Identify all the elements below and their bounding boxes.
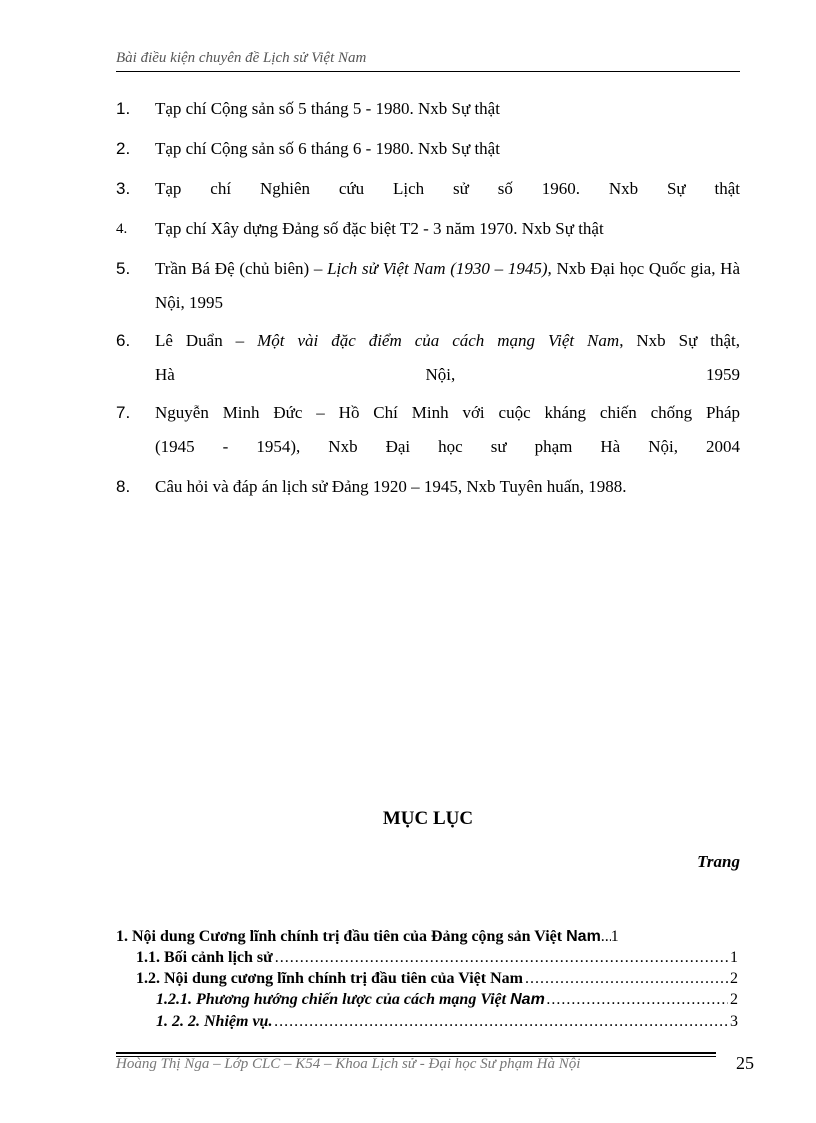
reference-text-line1: Nguyễn Minh Đức – Hồ Chí Minh với cuộc kháng chiến chống Pháp xyxy=(155,403,740,422)
reference-item xyxy=(116,132,740,166)
toc-entry-label: 1.2.1. Phương hướng chiến lược của cách mạng Việt Nam xyxy=(156,991,545,1008)
toc-entry[interactable] xyxy=(116,928,738,946)
toc-entry-page: 3 xyxy=(730,1013,738,1030)
toc-entry[interactable] xyxy=(156,991,738,1009)
toc-title: MỤC LỤC xyxy=(382,808,474,829)
reference-text: Tạp chí Xây dựng Đảng số đặc biệt T2 - 3 năm 1970. Nxb Sự thật xyxy=(155,219,604,238)
toc-entry-label: 1. 2. 2. Nhiệm vụ. xyxy=(156,1013,273,1030)
reference-number: 8. xyxy=(116,477,131,496)
reference-text: Câu hỏi và đáp án lịch sử Đảng 1920 – 1945, Nxb Tuyên huấn, 1988. xyxy=(155,477,627,496)
reference-item xyxy=(116,470,740,504)
reference-number: 6. xyxy=(116,331,131,350)
reference-number: 2. xyxy=(116,139,131,158)
reference-text: Tạp chí Cộng sản số 5 tháng 5 - 1980. Nxb Sự thật xyxy=(155,99,500,118)
toc-entry-page: 1 xyxy=(730,949,738,966)
toc-entry-page: 1 xyxy=(610,928,619,945)
reference-title: Lịch sử Việt Nam (1930 – 1945), xyxy=(327,259,552,278)
reference-text: Tạp chí Nghiên cứu Lịch sử số 1960. Nxb Sự thật xyxy=(155,179,740,198)
reference-item xyxy=(116,396,740,464)
reference-text-line2: (1945 - 1954), Nxb Đại học sư phạm Hà Nội, 2004 xyxy=(155,437,740,456)
toc-entry-label: 1.2. Nội dung cương lĩnh chính trị đầu tiên của Việt Nam xyxy=(136,970,523,987)
reference-text-line2: Hà Nội, 1959 xyxy=(155,365,740,384)
reference-item xyxy=(116,92,740,126)
reference-publisher: , Nxb Sự thật, xyxy=(619,331,740,350)
toc-entry-page: 2 xyxy=(730,970,738,987)
reference-item xyxy=(116,324,740,392)
reference-publisher: Nxb Đại học Quốc gia, Hà Nội, 1995 xyxy=(155,259,740,312)
toc-entry-label: 1. Nội dung Cương lĩnh chính trị đầu tiên của Đảng cộng sản Việt Nam xyxy=(116,928,601,945)
page-footer: Hoàng Thị Nga – Lớp CLC – K54 – Khoa Lịch sử - Đại học Sư phạm Hà Nội xyxy=(116,1056,581,1072)
toc-entry[interactable] xyxy=(136,949,738,967)
reference-item xyxy=(116,212,740,246)
reference-number: 5. xyxy=(116,259,131,278)
reference-text xyxy=(155,252,740,320)
reference-number: 7. xyxy=(116,403,131,422)
reference-item xyxy=(116,172,740,206)
toc-leader-dots xyxy=(547,991,728,1009)
toc-entry-label: 1.1. Bối cảnh lịch sử xyxy=(136,949,273,966)
reference-author: Lê Duẩn – xyxy=(155,331,258,350)
toc-entry[interactable] xyxy=(156,1013,738,1031)
reference-number: 4. xyxy=(116,221,128,237)
toc-leader-dots xyxy=(601,928,611,946)
toc-leader-dots xyxy=(525,970,728,988)
reference-item xyxy=(116,252,740,320)
reference-number: 3. xyxy=(116,179,131,198)
reference-title: Một vài đặc điểm của cách mạng Việt Nam xyxy=(257,331,620,350)
footer-divider xyxy=(116,1052,716,1054)
toc-leader-dots xyxy=(275,949,728,967)
page-number: 25 xyxy=(736,1053,754,1073)
toc-entry-page: 2 xyxy=(730,991,738,1008)
reference-text-line1 xyxy=(155,324,740,358)
page-header: Bài điều kiện chuyên đề Lịch sử Việt Nam xyxy=(116,50,740,72)
toc-leader-dots xyxy=(274,1013,728,1031)
reference-author: Trần Bá Đệ (chủ biên) – xyxy=(155,259,328,278)
reference-text: Tạp chí Cộng sản số 6 tháng 6 - 1980. Nxb Sự thật xyxy=(155,139,500,158)
toc-page-column-label: Trang xyxy=(697,852,740,871)
reference-number: 1. xyxy=(116,99,131,118)
toc-entry[interactable] xyxy=(136,970,738,988)
